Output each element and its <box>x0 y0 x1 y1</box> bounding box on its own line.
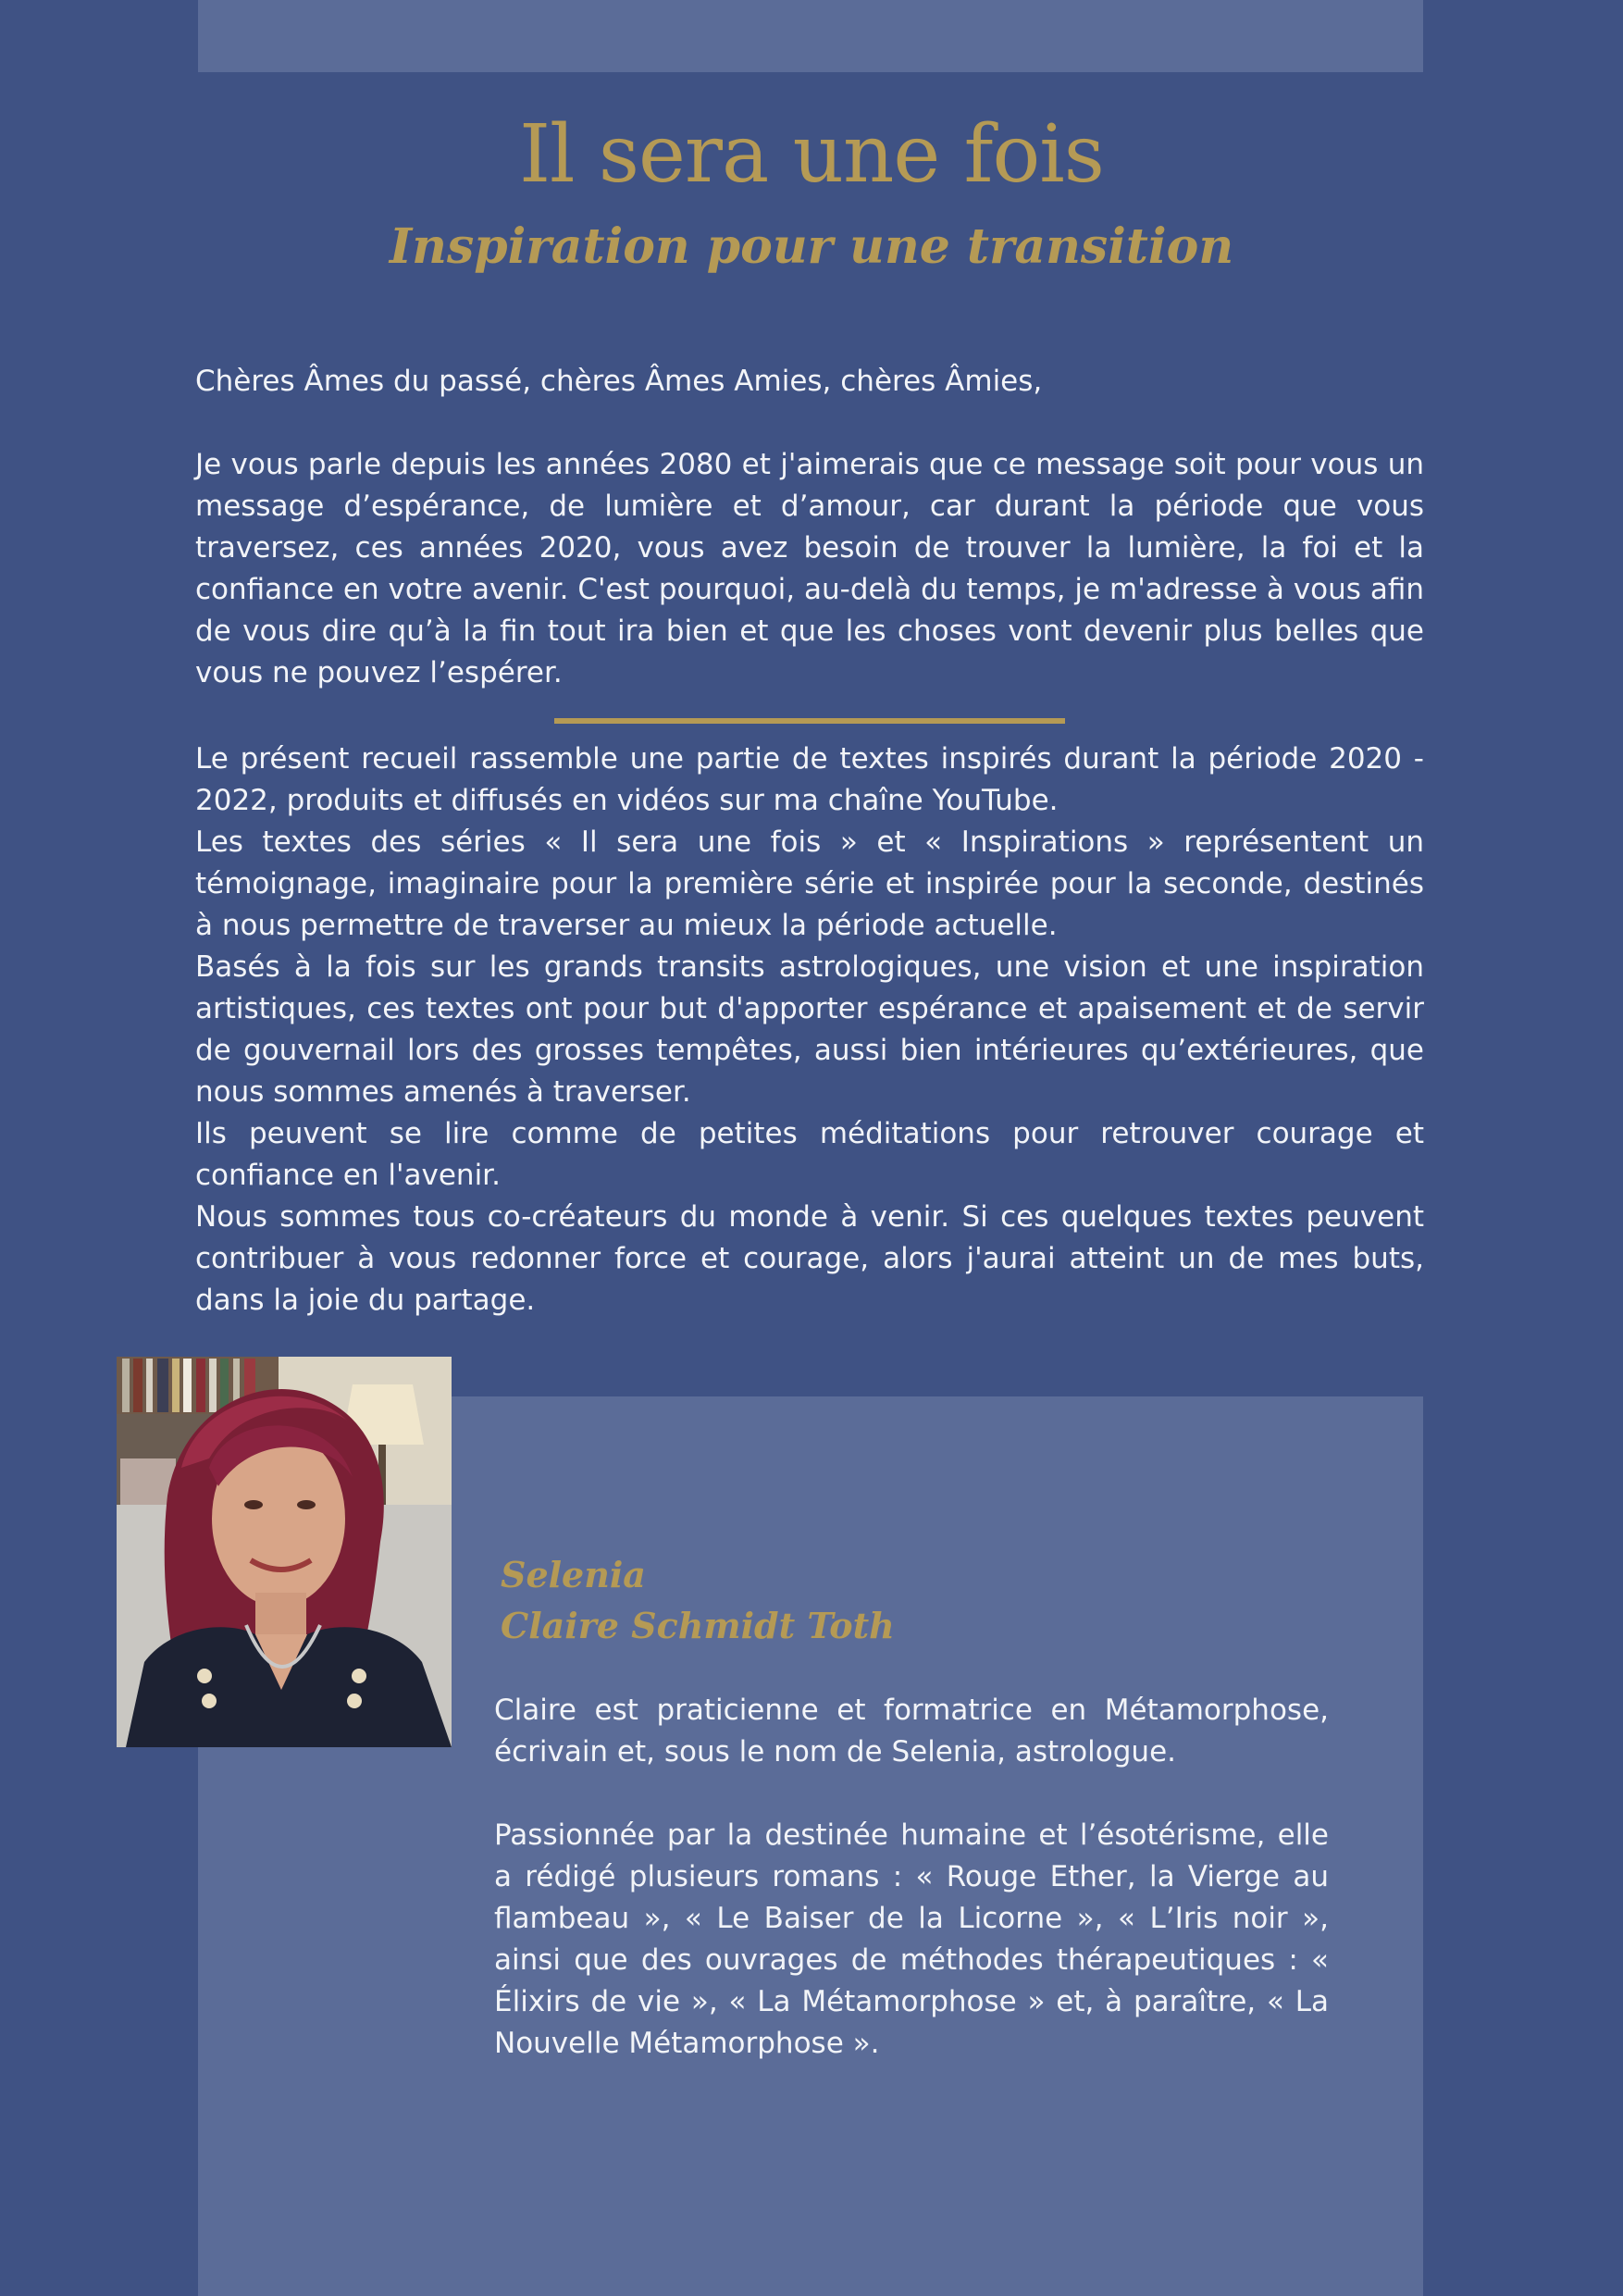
paragraph-co-createurs: Nous sommes tous co-créateurs du monde à venir. Si ces quelques textes peuvent contribuer à vous redonner force et courage, alors j'aurai atteint un de mes buts, dans la joie du partage. <box>195 1200 1424 1317</box>
spacer <box>494 1773 1329 1815</box>
paragraph-series: Les textes des séries « Il sera une fois » et « Inspirations » représentent un témoignage, imaginaire pour la première série et inspirée pour la seconde, destinés à nous permettre de traverser au mieux la période actuelle. <box>195 825 1424 942</box>
page-subtitle: Inspiration pour une transition <box>389 218 1234 275</box>
greeting: Chères Âmes du passé, chères Âmes Amies, chères Âmies, <box>195 365 1043 398</box>
author-full-name: Claire Schmidt Toth <box>501 1605 895 1646</box>
page-title: Il sera une fois <box>519 108 1104 201</box>
gold-divider <box>554 718 1065 724</box>
spacer <box>195 403 1424 444</box>
author-bio <box>494 1690 1329 2065</box>
bio-paragraph-2: Passionnée par la destinée humaine et l’ésotérisme, elle a rédigé plusieurs romans : « Rouge Ether, la Vierge au flambeau », « Le Baiser de la Licorne », « L’Iris noir », ainsi que des ouvrages de méthodes thérapeutiques : « Élixirs de vie », « La Métamorphose » et, à paraître, « La Nouvelle Métamorphose ». <box>494 1818 1329 2060</box>
author-names <box>501 1549 895 1651</box>
author-pen-name: Selenia <box>501 1554 646 1595</box>
paragraph-recueil: Le présent recueil rassemble une partie de textes inspirés durant la période 2020 - 2022, produits et diffusés en vidéos sur ma chaîne YouTube. <box>195 742 1424 817</box>
message-paragraph: Je vous parle depuis les années 2080 et j'aimerais que ce message soit pour vous un message d’espérance, de lumière et d’amour, car durant la période que vous traversez, ces années 2020, vous avez besoin de trouver la lumière, la foi et la confiance en votre avenir. C'est pourquoi, au-delà du temps, je m'adresse à vous afin de vous dire qu’à la fin tout ira bien et que les choses vont devenir plus belles que vous ne pouvez l’espérer. <box>195 448 1424 689</box>
paragraph-meditations: Ils peuvent se lire comme de petites méditations pour retrouver courage et confiance en l'avenir. <box>195 1117 1424 1192</box>
paragraph-transits: Basés à la fois sur les grands transits astrologiques, une vision et une inspiration artistiques, ces textes ont pour but d'apporter espérance et apaisement et de servir de gouvernail lors des grosses tempêtes, aussi bien intérieures qu’extérieures, que nous sommes amenés à traverser. <box>195 950 1424 1109</box>
author-portrait <box>117 1357 452 1747</box>
intro-section <box>195 361 1424 1322</box>
bio-paragraph-1: Claire est praticienne et formatrice en Métamorphose, écrivain et, sous le nom de Selenia, astrologue. <box>494 1694 1329 1769</box>
top-band <box>198 0 1423 72</box>
